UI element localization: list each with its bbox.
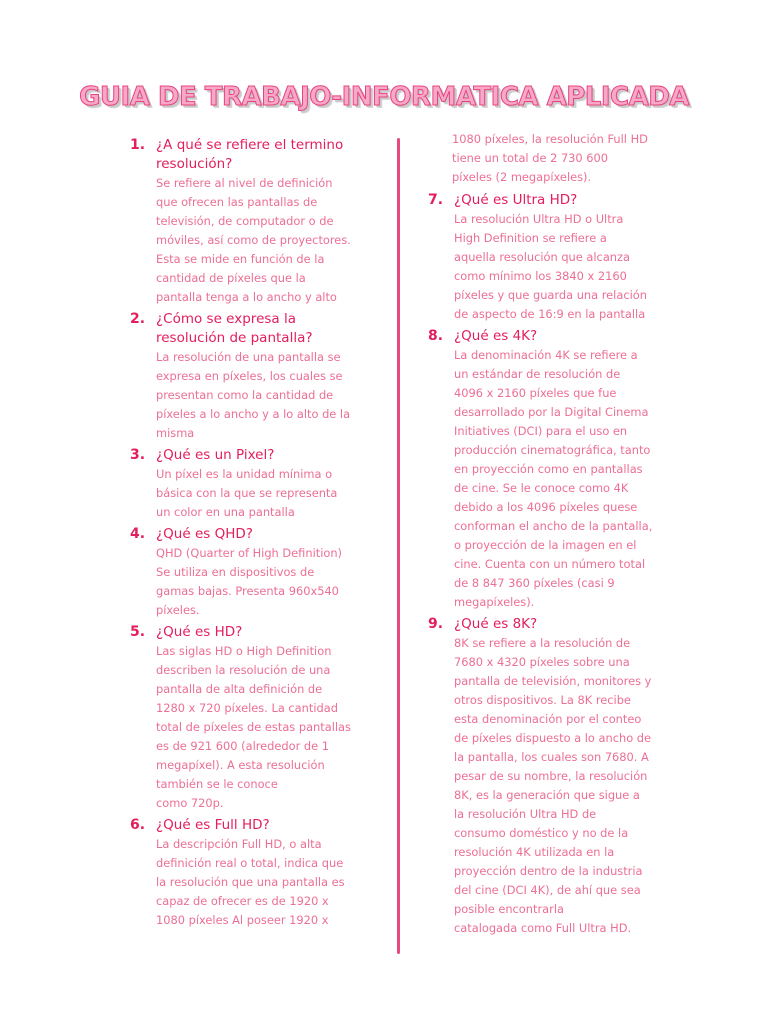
left-column	[130, 136, 370, 930]
question-number: 9.	[428, 616, 444, 632]
question-number: 4.	[130, 526, 146, 542]
question-item-1	[130, 136, 370, 307]
question-item-5	[130, 623, 370, 813]
question-text: ¿Qué es 4K?	[454, 328, 538, 344]
question-item-4	[130, 525, 370, 620]
question-item-7	[428, 191, 663, 324]
question-number: 8.	[428, 328, 444, 344]
question-text: ¿Cómo se expresa la resolución de pantalla?	[156, 311, 313, 346]
page-title: GUIA DE TRABAJO-INFORMATICA APLICADA	[79, 82, 689, 112]
question-text: ¿A qué se refiere el termino resolución?	[156, 137, 344, 172]
question-number: 2.	[130, 311, 146, 327]
question-item-2	[130, 310, 370, 443]
question-number: 7.	[428, 192, 444, 208]
answer-continuation: 1080 píxeles, la resolución Full HD tiene un total de 2 730 600 píxeles (2 megapíxeles).	[452, 132, 648, 184]
question-number: 1.	[130, 137, 146, 153]
answer-text: La descripción Full HD, o alta definición real o total, indica que la resolución que una pantalla es capaz de ofrecer es de 1920 x 1080 píxeles Al poseer 1920 x	[156, 837, 345, 927]
answer-text: La resolución de una pantalla se expresa en píxeles, los cuales se presentan como la cantidad de píxeles a lo ancho y a lo alto de la misma	[156, 350, 351, 440]
answer-text: Las siglas HD o High Definition describen la resolución de una pantalla de alta definición de 1280 x 720 píxeles. La cantidad total de píxeles de estas pantallas es de 921 600 (alrededor de 1 megapíxel). A esta resolución también se le conoce como 720p.	[156, 644, 351, 810]
answer-text: Un píxel es la unidad mínima o básica con la que se representa un color en una pantalla	[156, 467, 338, 519]
question-item-8	[428, 327, 663, 612]
question-text: ¿Qué es Full HD?	[156, 817, 270, 833]
question-item-3	[130, 446, 370, 522]
right-column	[428, 130, 663, 938]
question-text: ¿Qué es un Pixel?	[156, 447, 275, 463]
question-number: 3.	[130, 447, 146, 463]
question-number: 5.	[130, 624, 146, 640]
question-text: ¿Qué es 8K?	[454, 616, 538, 632]
question-text: ¿Qué es QHD?	[156, 526, 253, 542]
question-item-6	[130, 816, 370, 930]
answer-text: La resolución Ultra HD o Ultra High Definition se refiere a aquella resolución que alcanza como mínimo los 3840 x 2160 píxeles y que guarda una relación de aspecto de 16:9 en la pantalla	[454, 212, 647, 321]
answer-text: 8K se refiere a la resolución de 7680 x 4320 píxeles sobre una pantalla de televisión, monitores y otros dispositivos. La 8K recibe esta denominación por el conteo de píxeles dispuesto a lo ancho de la pantalla, los cuales son 7680. A pesar de su nombre, la resolución 8K, es la generación que sigue a la resolución Ultra HD de consumo doméstico y no de la resolución 4K utilizada en la proyección dentro de la industria del cine (DCI 4K), de ahí que sea posible encontrarla catalogada como Full Ultra HD.	[454, 636, 652, 935]
question-number: 6.	[130, 817, 146, 833]
question-item-9	[428, 615, 663, 938]
column-divider	[397, 138, 400, 954]
question-text: ¿Qué es HD?	[156, 624, 243, 640]
answer-text: Se refiere al nivel de definición que ofrecen las pantallas de televisión, de computador o de móviles, así como de proyectores. Esta se mide en función de la cantidad de píxeles que la pantalla tenga a lo ancho y alto	[156, 176, 351, 304]
answer-text: QHD (Quarter of High Definition) Se utiliza en dispositivos de gamas bajas. Presenta 960x540 píxeles.	[156, 546, 342, 617]
question-text: ¿Qué es Ultra HD?	[454, 192, 578, 208]
answer-text: La denominación 4K se refiere a un estándar de resolución de 4096 x 2160 píxeles que fue desarrollado por la Digital Cinema Initiatives (DCI) para el uso en producción cinematográfica, tanto en proyección como en pantallas de cine. Se le conoce como 4K debido a los 4096 píxeles quese conforman el ancho de la pantalla, o proyección de la imagen en el cine. Cuenta con un número total de 8 847 360 píxeles (casi 9 megapíxeles).	[454, 348, 653, 609]
